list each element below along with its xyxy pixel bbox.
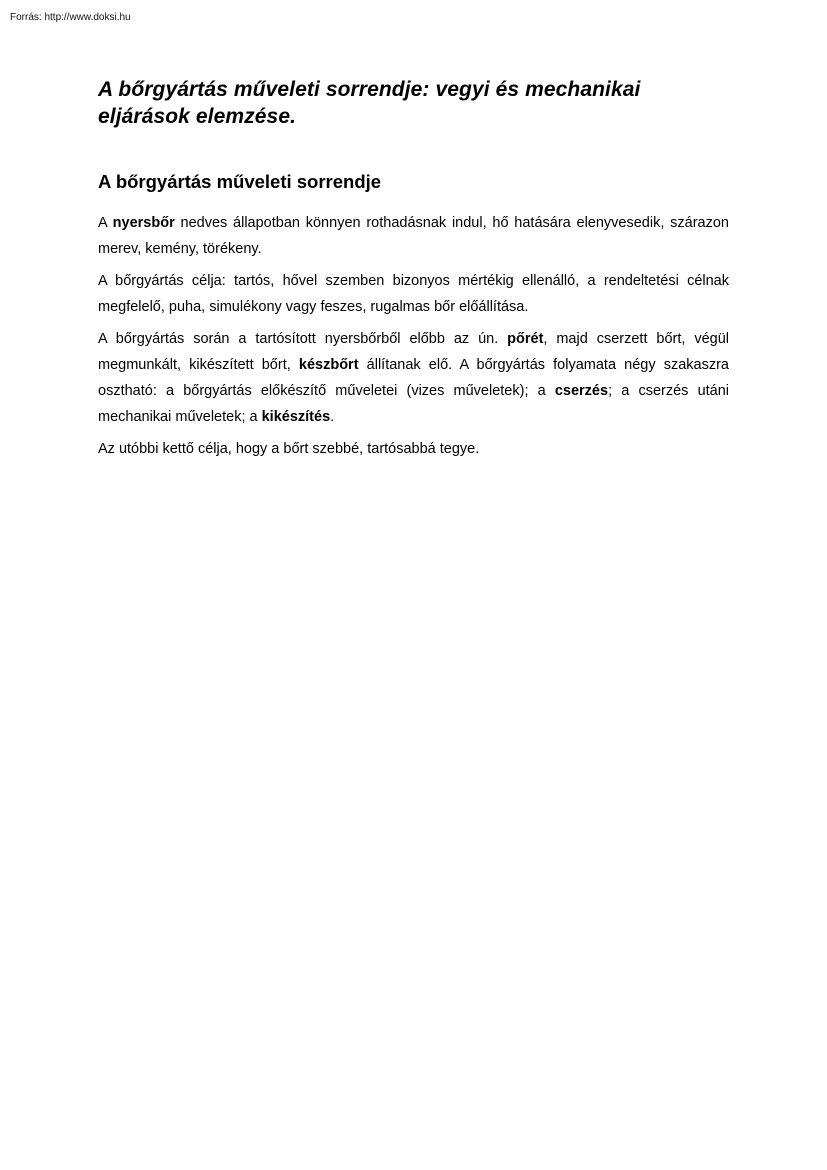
paragraph-3-text-2: , majd cserzett bőrt, végül megmunkált, kikészített bőrt,: [98, 331, 729, 373]
paragraph-3-text-3: állítanak elő. A bőrgyártás folyamata négy szakaszra osztható: a bőrgyártás előkészítő műveletei (vizes műveletek); a: [98, 357, 729, 399]
paragraph-3-text-1: A bőrgyártás során a tartósított nyersbőrből előbb az ún.: [98, 331, 508, 347]
source-attribution: Forrás: http://www.doksi.hu: [10, 12, 131, 23]
paragraph-3-bold-cserzes: cserzés: [554, 383, 609, 399]
paragraph-3-bold-keszbort: készbőrt: [298, 357, 359, 373]
paragraph-1-text-2: nedves állapotban könnyen rothadásnak indul, hő hatására elenyvesedik, szárazon merev, kemény, törékeny.: [98, 215, 729, 257]
paragraph-3-bold-poret: pőrét: [507, 331, 544, 347]
paragraph-3: [98, 326, 729, 430]
paragraph-4: [98, 436, 729, 462]
document-title: A bőrgyártás műveleti sorrendje: vegyi és mechanikai eljárások elemzése.: [98, 78, 641, 128]
paragraph-1: [98, 210, 729, 262]
paragraph-4-text-1: Az utóbbi kettő célja, hogy a bőrt szebbé, tartósabbá tegye.: [98, 441, 480, 457]
paragraph-3-bold-kikeszites: kikészítés: [261, 409, 331, 425]
section-heading: A bőrgyártás műveleti sorrendje: [98, 171, 382, 192]
paragraph-3-text-4: ; a cserzés utáni mechanikai műveletek; a: [98, 383, 730, 425]
paragraph-1-text-1: A: [98, 215, 113, 231]
paragraph-2: [98, 268, 729, 320]
paragraph-2-text-1: A bőrgyártás célja: tartós, hővel szemben bizonyos mértékig ellenálló, a rendeltetési célnak megfelelő, puha, simulékony vagy feszes, rugalmas bőr előállítása.: [98, 273, 729, 315]
paragraph-3-text-5: .: [330, 409, 335, 425]
document-body: [98, 76, 729, 462]
paragraph-1-bold-nyersbor: nyersbőr: [112, 215, 175, 231]
